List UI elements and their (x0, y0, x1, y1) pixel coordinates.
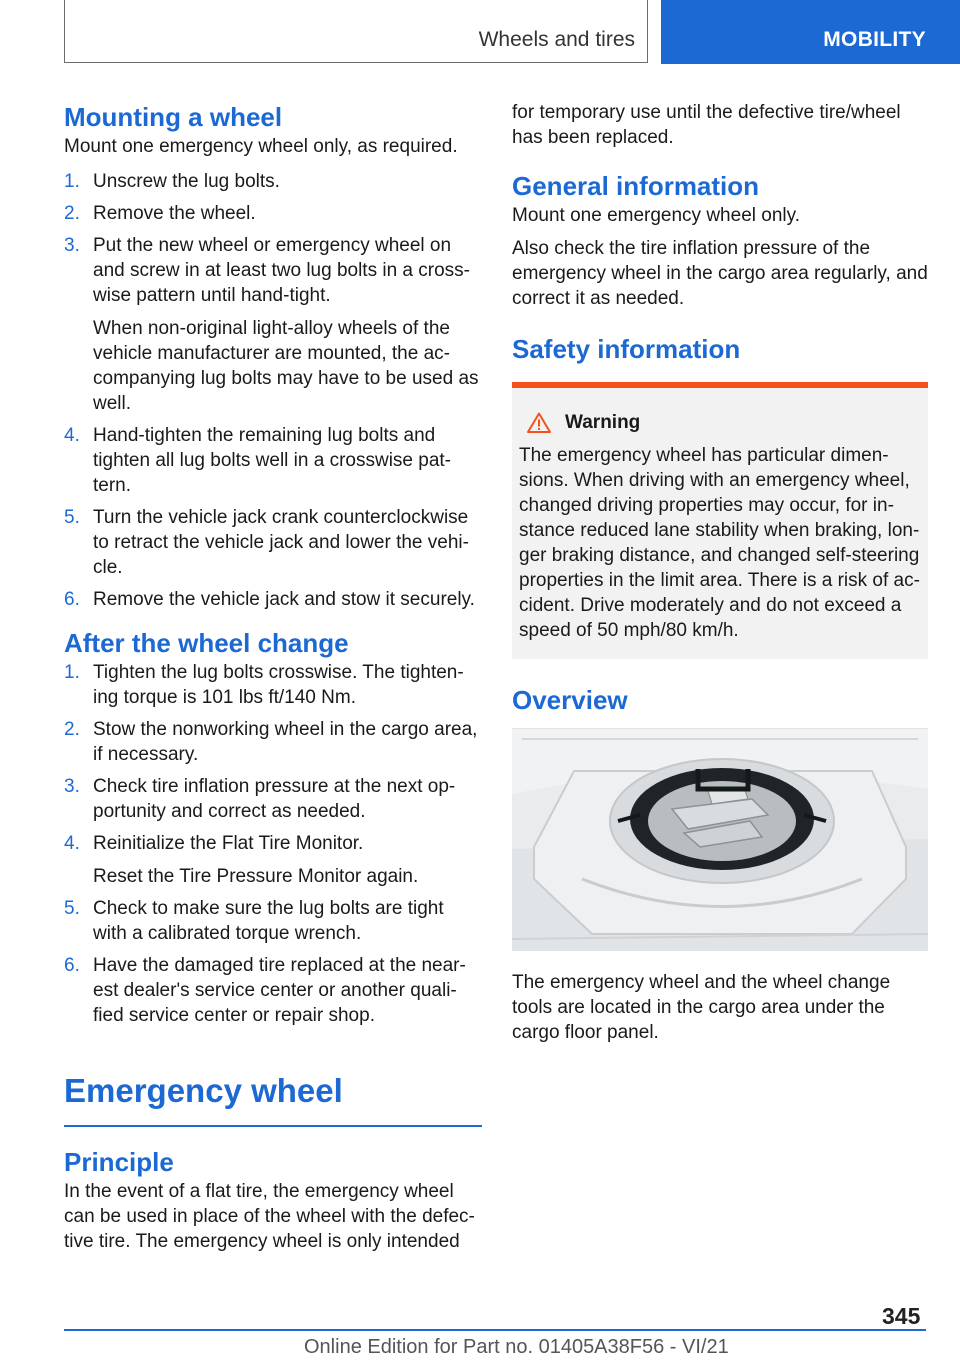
list-item: 6. Have the damaged tire replaced at the near‐est dealer's service center or another quali‐fied service center or repair shop. (64, 955, 466, 1026)
header-chapter-tab (661, 0, 960, 64)
header-chapter-title: MOBILITY (823, 28, 926, 51)
list-item: 5. Turn the vehicle jack crank counterclockwise to retract the vehicle jack and lower the vehi‐cle. (64, 507, 469, 578)
list-item: 1. Unscrew the lug bolts. (64, 171, 280, 192)
step-note: When non-original light-alloy wheels of the vehicle manufacturer are mounted, the ac‐companying lug bolts may have to be used as well. (93, 318, 479, 414)
list-item: 2. Remove the wheel. (64, 203, 256, 224)
principle-text: In the event of a flat tire, the emergency wheel can be used in place of the wheel with the defec‐tive tire. The emergency wheel is only intended (64, 1180, 475, 1252)
list-item: 4. Reinitialize the Flat Tire Monitor. Reset the Tire Pressure Monitor again. (64, 831, 482, 889)
list-item: 3. Put the new wheel or emergency wheel on and screw in at least two lug bolts in a cross‐wise pattern until hand-tight. When non-original light-alloy wheels of the vehicle manufacturer are mounted, the ac‐companying lug bolts may have to be used as well. (64, 233, 482, 416)
after-wheel-change-heading: After the wheel change (64, 628, 349, 658)
warning-triangle-icon (527, 412, 551, 433)
list-item: 4. Hand-tighten the remaining lug bolts and tighten all lug bolts well in a crosswise pat‐tern. (64, 425, 452, 496)
footer-edition-text: Online Edition for Part no. 01405A38F56 - VI/21 (304, 1336, 729, 1358)
safety-information-heading: Safety information (512, 334, 741, 364)
footer-divider (64, 1329, 926, 1331)
mounting-wheel-intro: Mount one emergency wheel only, as required. (64, 136, 458, 157)
warning-text: The emergency wheel has particular dimen‐sions. When driving with an emergency wheel, changed driving properties may occur, for in‐stance reduced lane stability when braking, lon‐ger braking distance, and changed self-steering properties in the limit area. There is a risk of ac‐cident. Drive moderately and do not exceed a speed of 50 mph/80 km/h. (519, 445, 920, 641)
overview-caption: The emergency wheel and the wheel change tools are located in the cargo area under the cargo floor panel. (512, 972, 891, 1043)
principle-text-continued: for temporary use until the defective tire/wheel has been replaced. (512, 102, 901, 148)
left-column (64, 100, 482, 1254)
right-column (512, 100, 928, 1045)
emergency-wheel-heading: Emergency wheel (64, 1072, 343, 1109)
mounting-steps-list (64, 169, 482, 612)
list-item: 2. Stow the nonworking wheel in the cargo area, if necessary. (64, 719, 478, 765)
header-section-title: Wheels and tires (478, 28, 635, 51)
section-divider (64, 1125, 482, 1127)
warning-header (519, 410, 920, 435)
list-item: 1. Tighten the lug bolts crosswise. The tighten‐ing torque is 101 lbs ft/140 Nm. (64, 662, 464, 708)
header-section-box (64, 0, 648, 63)
warning-box (512, 382, 928, 659)
after-steps-list (64, 660, 482, 1028)
list-item: 3. Check tire inflation pressure at the next op‐portunity and correct as needed. (64, 776, 456, 822)
principle-heading: Principle (64, 1146, 174, 1177)
general-information-text-2: Also check the tire inflation pressure of the emergency wheel in the cargo area regularly, and correct it as needed. (512, 238, 928, 309)
overview-heading: Overview (512, 685, 628, 715)
warning-label: Warning (565, 412, 641, 433)
list-item: 5. Check to make sure the lug bolts are tight with a calibrated torque wrench. (64, 898, 444, 944)
mounting-wheel-heading: Mounting a wheel (64, 102, 283, 132)
general-information-heading: General information (512, 171, 760, 201)
page-number: 345 (882, 1303, 921, 1329)
cargo-area-spare-wheel-image (512, 728, 928, 951)
list-item: 6. Remove the vehicle jack and stow it securely. (64, 589, 475, 610)
step-note: Reset the Tire Pressure Monitor again. (93, 866, 419, 887)
general-information-text-1: Mount one emergency wheel only. (512, 205, 800, 226)
